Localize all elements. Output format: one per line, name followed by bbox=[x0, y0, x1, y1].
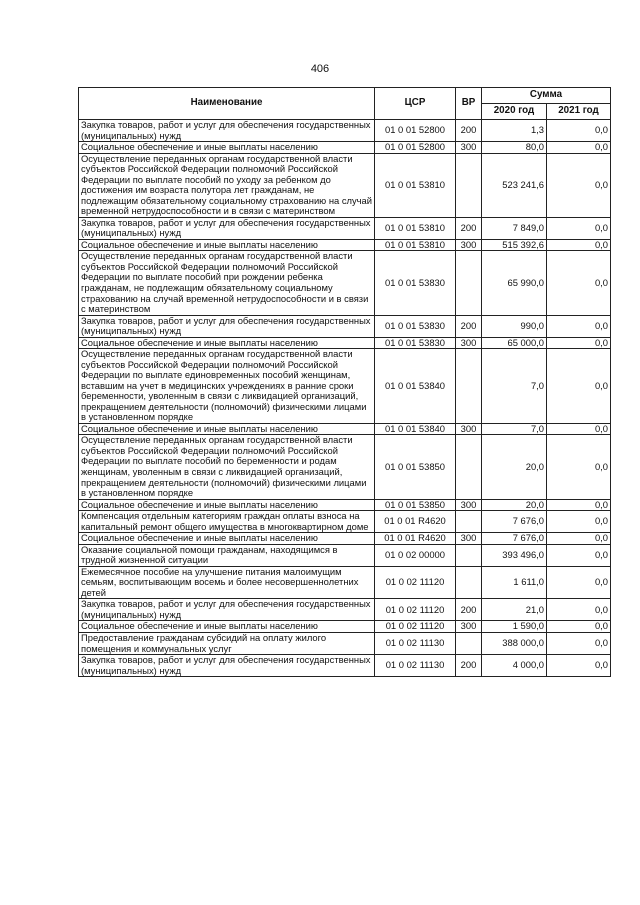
row-csr: 01 0 02 11120 bbox=[375, 566, 456, 599]
row-2021: 0,0 bbox=[547, 621, 611, 633]
row-2020: 20,0 bbox=[482, 499, 547, 511]
row-csr: 01 0 01 53810 bbox=[375, 239, 456, 251]
row-vr: 200 bbox=[456, 315, 482, 337]
table-row bbox=[79, 599, 611, 621]
row-name: Закупка товаров, работ и услуг для обеспечения государственных (муниципальных) нужд bbox=[79, 599, 375, 621]
row-2020: 80,0 bbox=[482, 142, 547, 154]
row-name: Осуществление переданных органам государственной власти субъектов Российской Федерации полномочий Российской Федерации по выплате пособий по уходу за ребенком до достижения им возраста полутора лет гражданам, не подлежащим обязательному социальному страхованию на случай временной нетрудоспособности и в связи с материнством bbox=[79, 153, 375, 217]
row-name: Социальное обеспечение и иные выплаты населению bbox=[79, 533, 375, 545]
row-csr: 01 0 01 53810 bbox=[375, 153, 456, 217]
row-name: Закупка товаров, работ и услуг для обеспечения государственных (муниципальных) нужд bbox=[79, 217, 375, 239]
table-row bbox=[79, 349, 611, 424]
row-vr bbox=[456, 349, 482, 424]
table-row bbox=[79, 239, 611, 251]
row-name: Оказание социальной помощи гражданам, находящимся в трудной жизненной ситуации bbox=[79, 544, 375, 566]
row-2021: 0,0 bbox=[547, 423, 611, 435]
row-2020: 20,0 bbox=[482, 435, 547, 499]
row-name: Социальное обеспечение и иные выплаты населению bbox=[79, 621, 375, 633]
row-vr: 300 bbox=[456, 337, 482, 349]
row-name: Осуществление переданных органам государственной власти субъектов Российской Федерации полномочий Российской Федерации по выплате пособий при рождении ребенка гражданам, не подлежащим обязательному социальному страхованию на случай временной нетрудоспособности и в связи с материнством bbox=[79, 251, 375, 315]
row-name: Закупка товаров, работ и услуг для обеспечения государственных (муниципальных) нужд bbox=[79, 655, 375, 677]
table-row bbox=[79, 423, 611, 435]
row-2021: 0,0 bbox=[547, 251, 611, 315]
row-csr: 01 0 01 53850 bbox=[375, 499, 456, 511]
row-name: Социальное обеспечение и иные выплаты населению bbox=[79, 142, 375, 154]
header-csr: ЦСР bbox=[375, 88, 456, 120]
row-name: Социальное обеспечение и иные выплаты населению bbox=[79, 423, 375, 435]
row-vr: 300 bbox=[456, 423, 482, 435]
row-2021: 0,0 bbox=[547, 349, 611, 424]
table-row bbox=[79, 337, 611, 349]
header-2020: 2020 год bbox=[482, 104, 547, 120]
row-name: Социальное обеспечение и иные выплаты населению bbox=[79, 499, 375, 511]
row-2021: 0,0 bbox=[547, 655, 611, 677]
budget-table bbox=[78, 87, 611, 677]
row-vr bbox=[456, 544, 482, 566]
row-vr: 300 bbox=[456, 533, 482, 545]
row-2021: 0,0 bbox=[547, 120, 611, 142]
row-vr bbox=[456, 435, 482, 499]
row-2020: 515 392,6 bbox=[482, 239, 547, 251]
row-csr: 01 0 01 53850 bbox=[375, 435, 456, 499]
row-2021: 0,0 bbox=[547, 566, 611, 599]
row-2020: 4 000,0 bbox=[482, 655, 547, 677]
table-row bbox=[79, 655, 611, 677]
row-csr: 01 0 02 11130 bbox=[375, 632, 456, 654]
row-name: Осуществление переданных органам государственной власти субъектов Российской Федерации полномочий Российской Федерации по выплате пособий по беременности и родам женщинам, уволенным в связи с ликвидацией организаций, прекращением деятельности (полномочий) физическими лицами в установленном порядке bbox=[79, 435, 375, 499]
table-row bbox=[79, 315, 611, 337]
row-name: Закупка товаров, работ и услуг для обеспечения государственных (муниципальных) нужд bbox=[79, 120, 375, 142]
table-row bbox=[79, 566, 611, 599]
row-csr: 01 0 01 53830 bbox=[375, 337, 456, 349]
row-csr: 01 0 01 53830 bbox=[375, 315, 456, 337]
header-2021: 2021 год bbox=[547, 104, 611, 120]
row-2020: 1 611,0 bbox=[482, 566, 547, 599]
row-csr: 01 0 01 53840 bbox=[375, 423, 456, 435]
row-2020: 7,0 bbox=[482, 349, 547, 424]
row-vr bbox=[456, 632, 482, 654]
table-row bbox=[79, 544, 611, 566]
table-row bbox=[79, 511, 611, 533]
row-vr: 300 bbox=[456, 499, 482, 511]
row-vr: 300 bbox=[456, 621, 482, 633]
row-2021: 0,0 bbox=[547, 337, 611, 349]
row-2021: 0,0 bbox=[547, 533, 611, 545]
row-2021: 0,0 bbox=[547, 217, 611, 239]
table-row bbox=[79, 621, 611, 633]
row-2021: 0,0 bbox=[547, 499, 611, 511]
row-2020: 523 241,6 bbox=[482, 153, 547, 217]
row-2020: 388 000,0 bbox=[482, 632, 547, 654]
row-vr bbox=[456, 153, 482, 217]
row-name: Предоставление гражданам субсидий на оплату жилого помещения и коммунальных услуг bbox=[79, 632, 375, 654]
header-vr: ВР bbox=[456, 88, 482, 120]
row-name: Социальное обеспечение и иные выплаты населению bbox=[79, 337, 375, 349]
table-row bbox=[79, 251, 611, 315]
row-2021: 0,0 bbox=[547, 632, 611, 654]
row-2021: 0,0 bbox=[547, 599, 611, 621]
row-vr bbox=[456, 511, 482, 533]
table-row bbox=[79, 632, 611, 654]
row-csr: 01 0 01 53840 bbox=[375, 349, 456, 424]
row-csr: 01 0 02 11120 bbox=[375, 621, 456, 633]
row-name: Компенсация отдельным категориям граждан оплаты взноса на капитальный ремонт общего имущества в многоквартирном доме bbox=[79, 511, 375, 533]
row-vr: 200 bbox=[456, 217, 482, 239]
table-row bbox=[79, 153, 611, 217]
row-name: Социальное обеспечение и иные выплаты населению bbox=[79, 239, 375, 251]
row-vr: 200 bbox=[456, 599, 482, 621]
row-csr: 01 0 02 11120 bbox=[375, 599, 456, 621]
row-2021: 0,0 bbox=[547, 153, 611, 217]
table-row bbox=[79, 217, 611, 239]
table-row bbox=[79, 142, 611, 154]
row-csr: 01 0 02 00000 bbox=[375, 544, 456, 566]
row-vr bbox=[456, 566, 482, 599]
row-2020: 21,0 bbox=[482, 599, 547, 621]
row-vr: 300 bbox=[456, 239, 482, 251]
row-vr bbox=[456, 251, 482, 315]
table-row bbox=[79, 499, 611, 511]
row-2021: 0,0 bbox=[547, 511, 611, 533]
row-2020: 7 849,0 bbox=[482, 217, 547, 239]
row-vr: 200 bbox=[456, 120, 482, 142]
page-number: 406 bbox=[310, 63, 330, 75]
row-csr: 01 0 01 53810 bbox=[375, 217, 456, 239]
row-name: Ежемесячное пособие на улучшение питания малоимущим семьям, воспитывающим восемь и более несовершеннолетних детей bbox=[79, 566, 375, 599]
header-sum: Сумма bbox=[482, 88, 611, 104]
row-2020: 1 590,0 bbox=[482, 621, 547, 633]
header-name: Наименование bbox=[79, 88, 375, 120]
row-csr: 01 0 01 53830 bbox=[375, 251, 456, 315]
row-2021: 0,0 bbox=[547, 315, 611, 337]
table-row bbox=[79, 435, 611, 499]
row-2021: 0,0 bbox=[547, 544, 611, 566]
row-vr: 200 bbox=[456, 655, 482, 677]
row-csr: 01 0 02 11130 bbox=[375, 655, 456, 677]
row-2020: 7 676,0 bbox=[482, 533, 547, 545]
row-2021: 0,0 bbox=[547, 142, 611, 154]
row-2020: 393 496,0 bbox=[482, 544, 547, 566]
row-2020: 65 990,0 bbox=[482, 251, 547, 315]
table-row bbox=[79, 533, 611, 545]
row-csr: 01 0 01 R4620 bbox=[375, 533, 456, 545]
row-2021: 0,0 bbox=[547, 435, 611, 499]
row-csr: 01 0 01 R4620 bbox=[375, 511, 456, 533]
row-2020: 65 000,0 bbox=[482, 337, 547, 349]
row-2021: 0,0 bbox=[547, 239, 611, 251]
row-csr: 01 0 01 52800 bbox=[375, 142, 456, 154]
row-csr: 01 0 01 52800 bbox=[375, 120, 456, 142]
table-row bbox=[79, 120, 611, 142]
row-2020: 7 676,0 bbox=[482, 511, 547, 533]
row-2020: 990,0 bbox=[482, 315, 547, 337]
row-2020: 1,3 bbox=[482, 120, 547, 142]
row-name: Осуществление переданных органам государственной власти субъектов Российской Федерации полномочий Российской Федерации по выплате единовременных пособий женщинам, вставшим на учет в медицинских учреждениях в ранние сроки беременности, уволенным в связи с ликвидацией организаций, прекращением деятельности (полномочий) физическими лицами в установленном порядке bbox=[79, 349, 375, 424]
row-2020: 7,0 bbox=[482, 423, 547, 435]
row-name: Закупка товаров, работ и услуг для обеспечения государственных (муниципальных) нужд bbox=[79, 315, 375, 337]
row-vr: 300 bbox=[456, 142, 482, 154]
